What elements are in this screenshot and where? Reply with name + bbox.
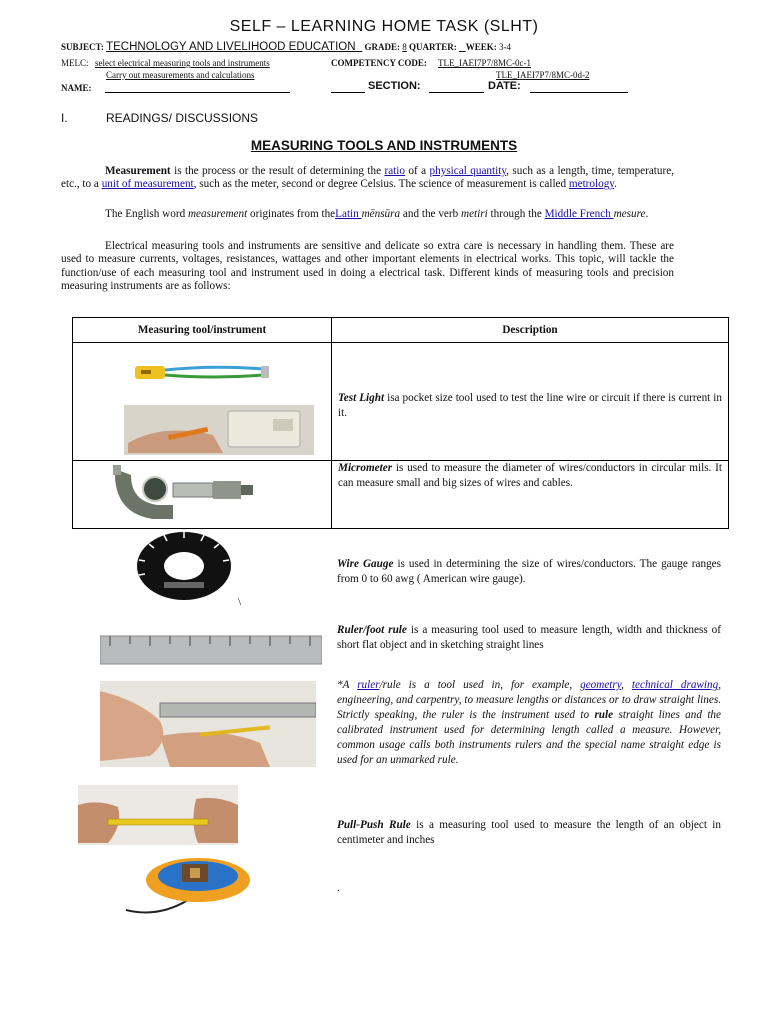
link-metrology[interactable]: metrology bbox=[568, 178, 615, 191]
week-value: 3-4 bbox=[498, 42, 511, 52]
section-number: I. bbox=[61, 111, 68, 125]
pull-push-name: Pull-Push Rule bbox=[337, 819, 411, 831]
micrometer-name: Micrometer bbox=[338, 462, 393, 474]
micrometer-image bbox=[73, 461, 329, 527]
name-field[interactable] bbox=[105, 92, 290, 93]
test-light-name: Test Light bbox=[338, 392, 385, 404]
date-field[interactable] bbox=[530, 92, 628, 93]
term-measurement: Measurement bbox=[105, 165, 171, 177]
competency-value-2: TLE_IAEI7P7/8MC-0d-2 bbox=[496, 70, 590, 80]
ruler-note: *A ruler/rule is a tool used in, for example, geometry, technical drawing, engineering, and carpentry, to measure lengths or distances or to draw straight lines. Strictly speaking, the ruler is the instrument used to rule straight lines and the calibrated instrument used for determining length called a measure. However, common usage calls both instruments rulers and the special name straight edge is used for an unmarked rule. bbox=[337, 679, 721, 766]
link-unit-of-measurement[interactable]: unit of measurement bbox=[101, 178, 194, 191]
melc-value-2: Carry out measurements and calculations bbox=[106, 70, 255, 80]
section-heading: READINGS/ DISCUSSIONS bbox=[106, 111, 259, 125]
tape-measure-image bbox=[118, 850, 268, 920]
pull-push-description: Pull-Push Rule is a measuring tool used to measure the length of an object in centimeter and inches bbox=[337, 819, 721, 846]
section-field[interactable] bbox=[429, 92, 484, 93]
link-ruler[interactable]: ruler bbox=[357, 679, 380, 691]
table-header-tool: Measuring tool/instrument bbox=[73, 318, 332, 343]
link-technical-drawing[interactable]: technical drawing bbox=[631, 679, 719, 691]
trailing-dot: . bbox=[337, 882, 340, 894]
ruler-image bbox=[100, 630, 322, 670]
subject-line bbox=[61, 41, 741, 53]
grade-label: GRADE: bbox=[364, 42, 401, 52]
test-light-image-cell bbox=[73, 343, 332, 461]
tools-table bbox=[72, 317, 729, 529]
ruler-name: Ruler/foot rule bbox=[337, 624, 407, 636]
test-light-description-cell bbox=[332, 343, 729, 461]
micrometer-image-cell bbox=[73, 461, 332, 529]
date-label: DATE: bbox=[488, 80, 521, 92]
week-label: WEEK: bbox=[465, 42, 497, 52]
quarter-label: QUARTER: bbox=[409, 42, 457, 52]
competency-label: COMPETENCY CODE: bbox=[331, 58, 427, 68]
ruler-description: Ruler/foot rule is a measuring tool used to measure length, width and thickness of short flat object and in sketching straight lines bbox=[337, 624, 721, 651]
subject-label: SUBJECT: bbox=[61, 42, 104, 52]
link-geometry[interactable]: geometry bbox=[580, 679, 622, 691]
tape-hands-image bbox=[78, 785, 238, 845]
melc-value-1: select electrical measuring tools and instruments bbox=[95, 58, 270, 68]
blank-line bbox=[331, 92, 365, 93]
page-title: SELF – LEARNING HOME TASK (SLHT) bbox=[229, 18, 539, 35]
paragraph-intro: Electrical measuring tools and instruments are sensitive and delicate so extra care is necessary in handling them. These are used to measure currents, voltages, resistances, wattages and other important elements in electrical works. This topic, will tackle the function/use of each measuring tool and instrument used in doing a electrical task. Different kinds of measuring tools and precision measuring instruments are as follows: bbox=[61, 240, 674, 293]
link-physical-quantity[interactable]: physical quantity bbox=[429, 165, 507, 177]
wire-gauge-description: Wire Gauge is used in determining the size of wires/conductors. The gauge ranges from 0 to 60 awg ( American wire gauge). bbox=[337, 558, 722, 585]
name-label: NAME: bbox=[61, 83, 92, 93]
table-header-description: Description bbox=[332, 318, 729, 343]
ruler-hands-image bbox=[100, 681, 316, 767]
main-heading: MEASURING TOOLS AND INSTRUMENTS bbox=[250, 138, 518, 153]
micrometer-description: Micrometer is used to measure the diameter of wires/conductors in circular mils. It can measure small and big sizes of wires and cables. bbox=[338, 462, 722, 489]
subject-value: TECHNOLOGY AND LIVELIHOOD EDUCATION bbox=[106, 41, 356, 53]
wire-gauge-image bbox=[134, 530, 234, 602]
micrometer-description-cell bbox=[332, 461, 729, 529]
stray-backslash: \ bbox=[238, 596, 242, 608]
section-label: SECTION: bbox=[368, 80, 421, 92]
melc-label: MELC: bbox=[61, 58, 89, 68]
test-light-image bbox=[73, 343, 329, 459]
competency-value-1: TLE_IAEI7P7/8MC-0c-1 bbox=[438, 58, 531, 68]
test-light-description: Test Light isa pocket size tool used to test the line wire or circuit if there is current in it. bbox=[338, 392, 722, 419]
link-middle-french[interactable]: Middle French bbox=[544, 208, 614, 220]
paragraph-etymology: The English word measurement originates from theLatin mēnsūra and the verb metiri through the Middle French mesure. bbox=[105, 208, 649, 220]
link-latin[interactable]: Latin bbox=[335, 208, 362, 220]
grade-value: 8 bbox=[402, 42, 407, 52]
wire-gauge-name: Wire Gauge bbox=[337, 558, 394, 570]
link-ratio[interactable]: ratio bbox=[384, 165, 405, 177]
paragraph-measurement: Measurement is the process or the result of determining the ratio of a physical quantity, such as a length, time, temperature, etc., to a unit of measurement, such as the meter, second or degree Celsius. The science of measurement is called metrology. bbox=[61, 165, 674, 191]
